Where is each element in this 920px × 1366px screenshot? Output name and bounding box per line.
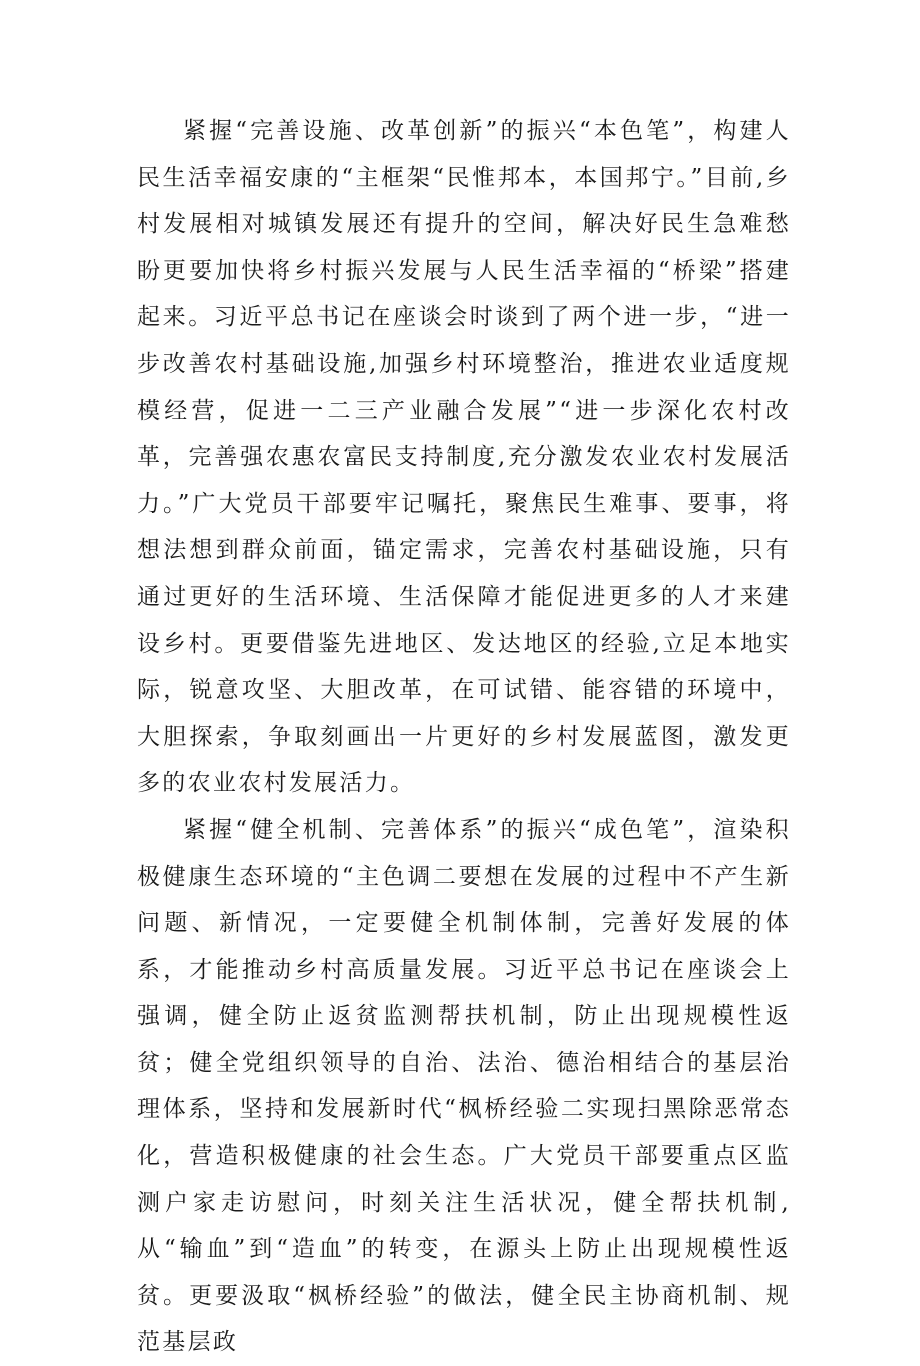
document-body [137, 108, 791, 1366]
paragraph: 紧握“健全机制、完善体系”的振兴“成色笔”，渲染积极健康生态环境的“主色调二要想在发展的过程中不产生新问题、新情况，一定要健全机制体制，完善好发展的体系，才能推动乡村高质量发展。习近平总书记在座谈会上强调，健全防止返贫监测帮扶机制，防止出现规模性返贫；健全党组织领导的自治、法治、德治相结合的基层治理体系，坚持和发展新时代“枫桥经验二实现扫黑除恶常态化，营造积极健康的社会生态。广大党员干部要重点区监测户家走访慰问，时刻关注生活状况，健全帮扶机制,从“输血”到“造血”的转变，在源头上防止出现规模性返贫。更要汲取“枫桥经验”的做法，健全民主协商机制、规范基层政 [137, 816, 791, 1356]
paragraph: 紧握“完善设施、改革创新”的振兴“本色笔”，构建人民生活幸福安康的“主框架“民惟邦本，本国邦宁。”目前,乡村发展相对城镇发展还有提升的空间，解决好民生急难愁盼更要加快将乡村振兴发展与人民生活幸福的“桥梁”搭建起来。习近平总书记在座谈会时谈到了两个进一步，“进一步改善农村基础设施,加强乡村环境整治，推进农业适度规模经营，促进一二三产业融合发展”“进一步深化农村改革，完善强农惠农富民支持制度,充分激发农业农村发展活力。”广大党员干部要牢记嘱托，聚焦民生难事、要事，将想法想到群众前面，锚定需求，完善农村基础设施，只有通过更好的生活环境、生活保障才能促进更多的人才来建设乡村。更要借鉴先进地区、发达地区的经验,立足本地实际，锐意攻坚、大胆改革，在可试错、能容错的环境中，大胆探索，争取刻画出一片更好的乡村发展蓝图，激发更多的农业农村发展活力。 [137, 118, 791, 797]
